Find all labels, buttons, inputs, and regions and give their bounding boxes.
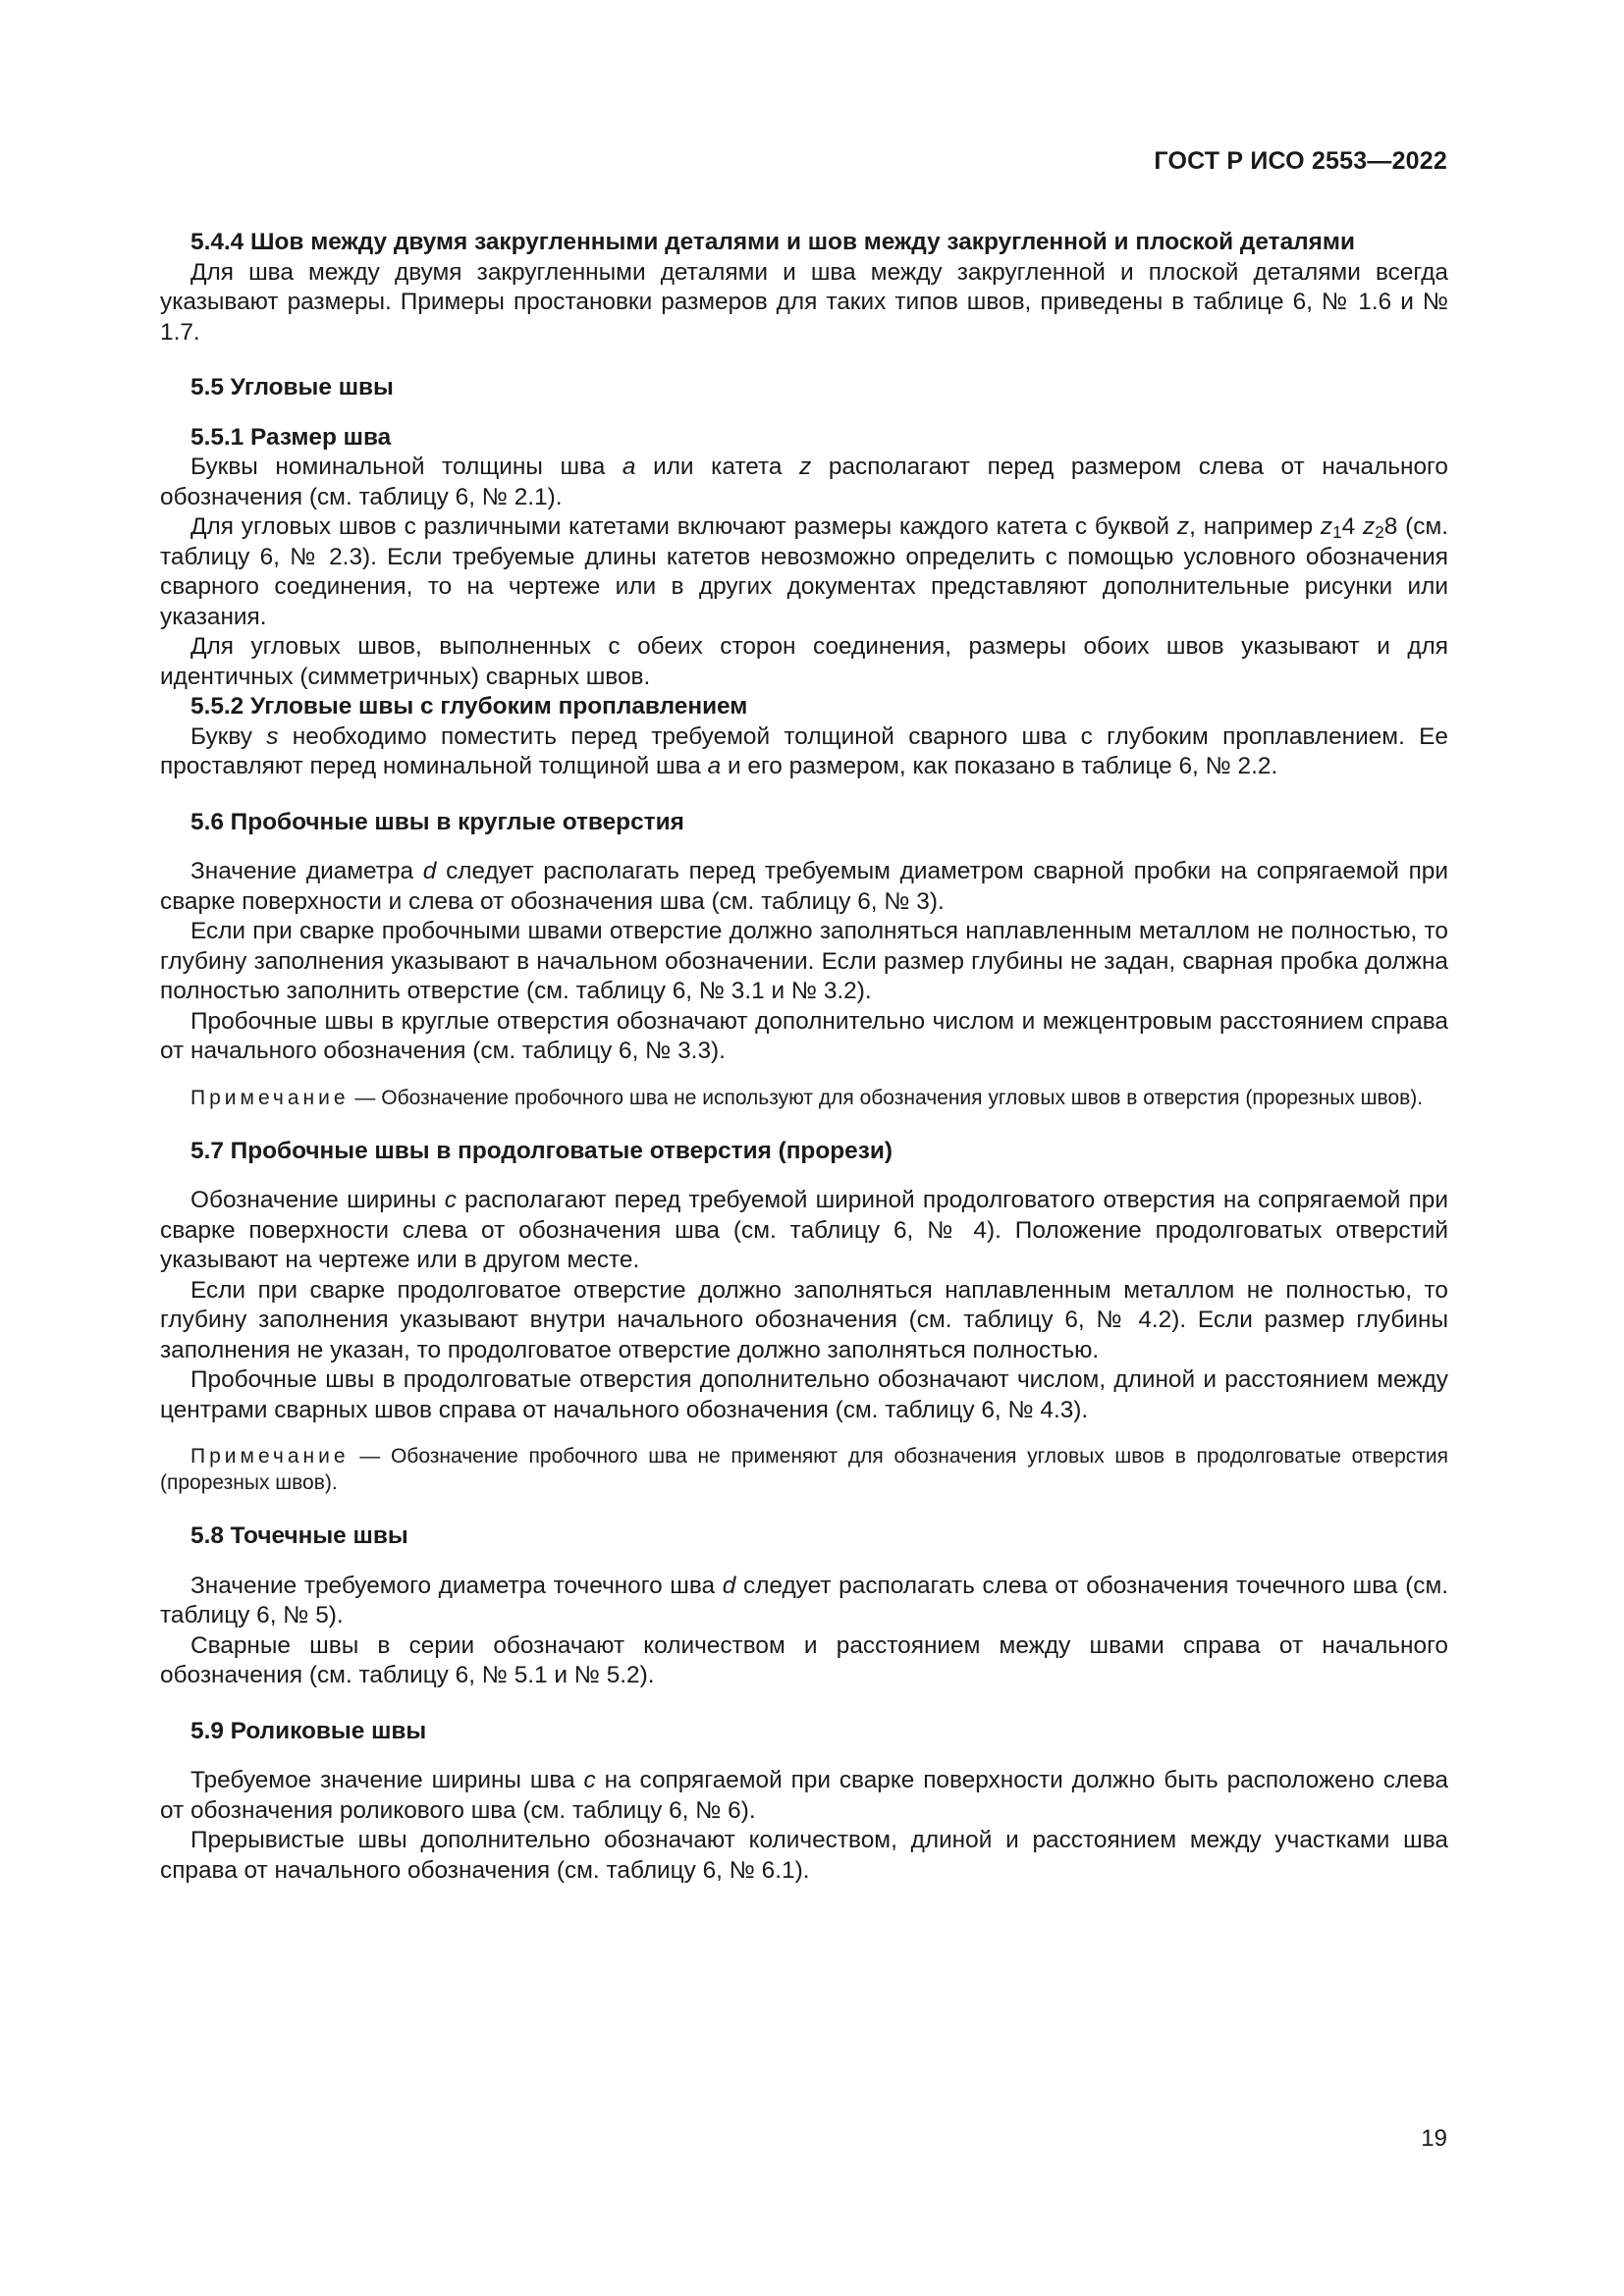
paragraph-5-5-1-3: Для угловых швов, выполненных с обеих сторон соединения, размеры обоих швов указывают и для идентичных (симметричных) сварных швов. xyxy=(160,633,1448,690)
note-5-7 xyxy=(160,1443,1448,1496)
paragraph-5-9-1: Требуемое значение ширины шва c на сопрягаемой при сварке поверхности должно быть расположено слева от обозначения роликового шва (см. таблицу 6, № 6). xyxy=(160,1767,1448,1824)
heading-5-6: 5.6 Пробочные швы в круглые отверстия xyxy=(190,808,684,835)
heading-5-9: 5.9 Роликовые швы xyxy=(190,1717,427,1744)
paragraph-5-4-4-1: Для шва между двумя закругленными деталями и шва между закругленной и плоской деталями всегда указывают размеры. Примеры простановки размеров для таких типов швов, приведены в таблице 6, № 1.6 и № 1.7. xyxy=(160,258,1448,346)
paragraph-5-6-1: Значение диаметра d следует располагать перед требуемым диаметром сварной пробки на сопрягаемой при сварке поверхности и слева от обозначения шва (см. таблицу 6, № 3). xyxy=(160,858,1448,915)
heading-5-5-1: 5.5.1 Размер шва xyxy=(190,423,392,451)
paragraph-5-5-1-2: Для угловых швов с различными катетами включают размеры каждого катета с буквой z, например $z_14$ $z_28$ (см. таблицу 6, № 2.3). Если требуемые длины катетов невозможно определить с помощью условного обозначения сварного соединения, то на чертеже или в других документах представляют дополнительные рисунки или указания. xyxy=(160,513,1449,630)
document-code-header: ГОСТ Р ИСО 2553—2022 xyxy=(1154,147,1447,175)
paragraph-5-7-3: Пробочные швы в продолговатые отверстия дополнительно обозначают числом, длиной и расстоянием между центрами сварных швов справа от начального обозначения (см. таблицу 6, № 4.3). xyxy=(160,1366,1448,1423)
paragraph-5-8-1: Значение требуемого диаметра точечного шва d следует располагать слева от обозначения точечного шва (см. таблицу 6, № 5). xyxy=(160,1572,1448,1629)
note-5-6 xyxy=(160,1085,1448,1111)
note-text: — Обозначение пробочного шва не применяют для обозначения угловых швов в продолговатые отверстия (прорезных швов). xyxy=(160,1445,1448,1494)
note-text: — Обозначение пробочного шва не используют для обозначения угловых швов в отверстия (прорезных швов). xyxy=(349,1086,1424,1109)
note-label: Примечание xyxy=(190,1445,350,1468)
paragraph-5-8-2: Сварные швы в серии обозначают количеством и расстоянием между швами справа от начального обозначения (см. таблицу 6, № 5.1 и № 5.2). xyxy=(160,1631,1448,1688)
paragraph-5-7-2: Если при сварке продолговатое отверстие должно заполняться наплавленным металлом не полностью, то глубину заполнения указывают внутри начального обозначения (см. таблицу 6, № 4.2). Если размер глубины заполнения не указан, то продолговатое отверстие должно заполняться полностью. xyxy=(160,1276,1448,1363)
page-number: 19 xyxy=(1421,2125,1447,2152)
heading-5-5-2: 5.5.2 Угловые швы с глубоким проплавлением xyxy=(190,693,748,720)
paragraph-5-5-2-1: Букву s необходимо поместить перед требуемой толщиной сварного шва с глубоким проплавлением. Ее проставляют перед номинальной толщиной шва a и его размером, как показано в таблице 6, № 2.2. xyxy=(160,722,1448,779)
heading-5-8: 5.8 Точечные швы xyxy=(190,1522,408,1549)
paragraph-5-6-3: Пробочные швы в круглые отверстия обозначают дополнительно числом и межцентровым расстоянием справа от начального обозначения (см. таблицу 6, № 3.3). xyxy=(160,1007,1448,1064)
paragraph-5-9-2: Прерывистые швы дополнительно обозначают количеством, длиной и расстоянием между участками шва справа от начального обозначения (см. таблицу 6, № 6.1). xyxy=(160,1827,1448,1884)
heading-5-5: 5.5 Угловые швы xyxy=(190,374,394,400)
paragraph-5-6-2: Если при сварке пробочными швами отверстие должно заполняться наплавленным металлом не полностью, то глубину заполнения указывают в начальном обозначении. Если размер глубины не задан, сварная пробка должна полностью заполнить отверстие (см. таблицу 6, № 3.1 и № 3.2). xyxy=(160,918,1448,1004)
heading-5-4-4: 5.4.4 Шов между двумя закругленными деталями и шов между закругленной и плоской деталями xyxy=(190,229,1355,255)
paragraph-5-7-1: Обозначение ширины c располагают перед требуемой шириной продолговатого отверстия на сопрягаемой при сварке поверхности слева от обозначения шва (см. таблицу 6, № 4). Положение продолговатых отверстий указывают на чертеже или в другом месте. xyxy=(160,1187,1448,1273)
document-body xyxy=(160,228,1448,1886)
heading-5-7: 5.7 Пробочные швы в продолговатые отверстия (прорези) xyxy=(190,1137,893,1164)
note-label: Примечание xyxy=(190,1086,350,1109)
paragraph-5-5-1-1: Буквы номинальной толщины шва a или катета z располагают перед размером слева от начального обозначения (см. таблицу 6, № 2.1). xyxy=(160,454,1448,510)
